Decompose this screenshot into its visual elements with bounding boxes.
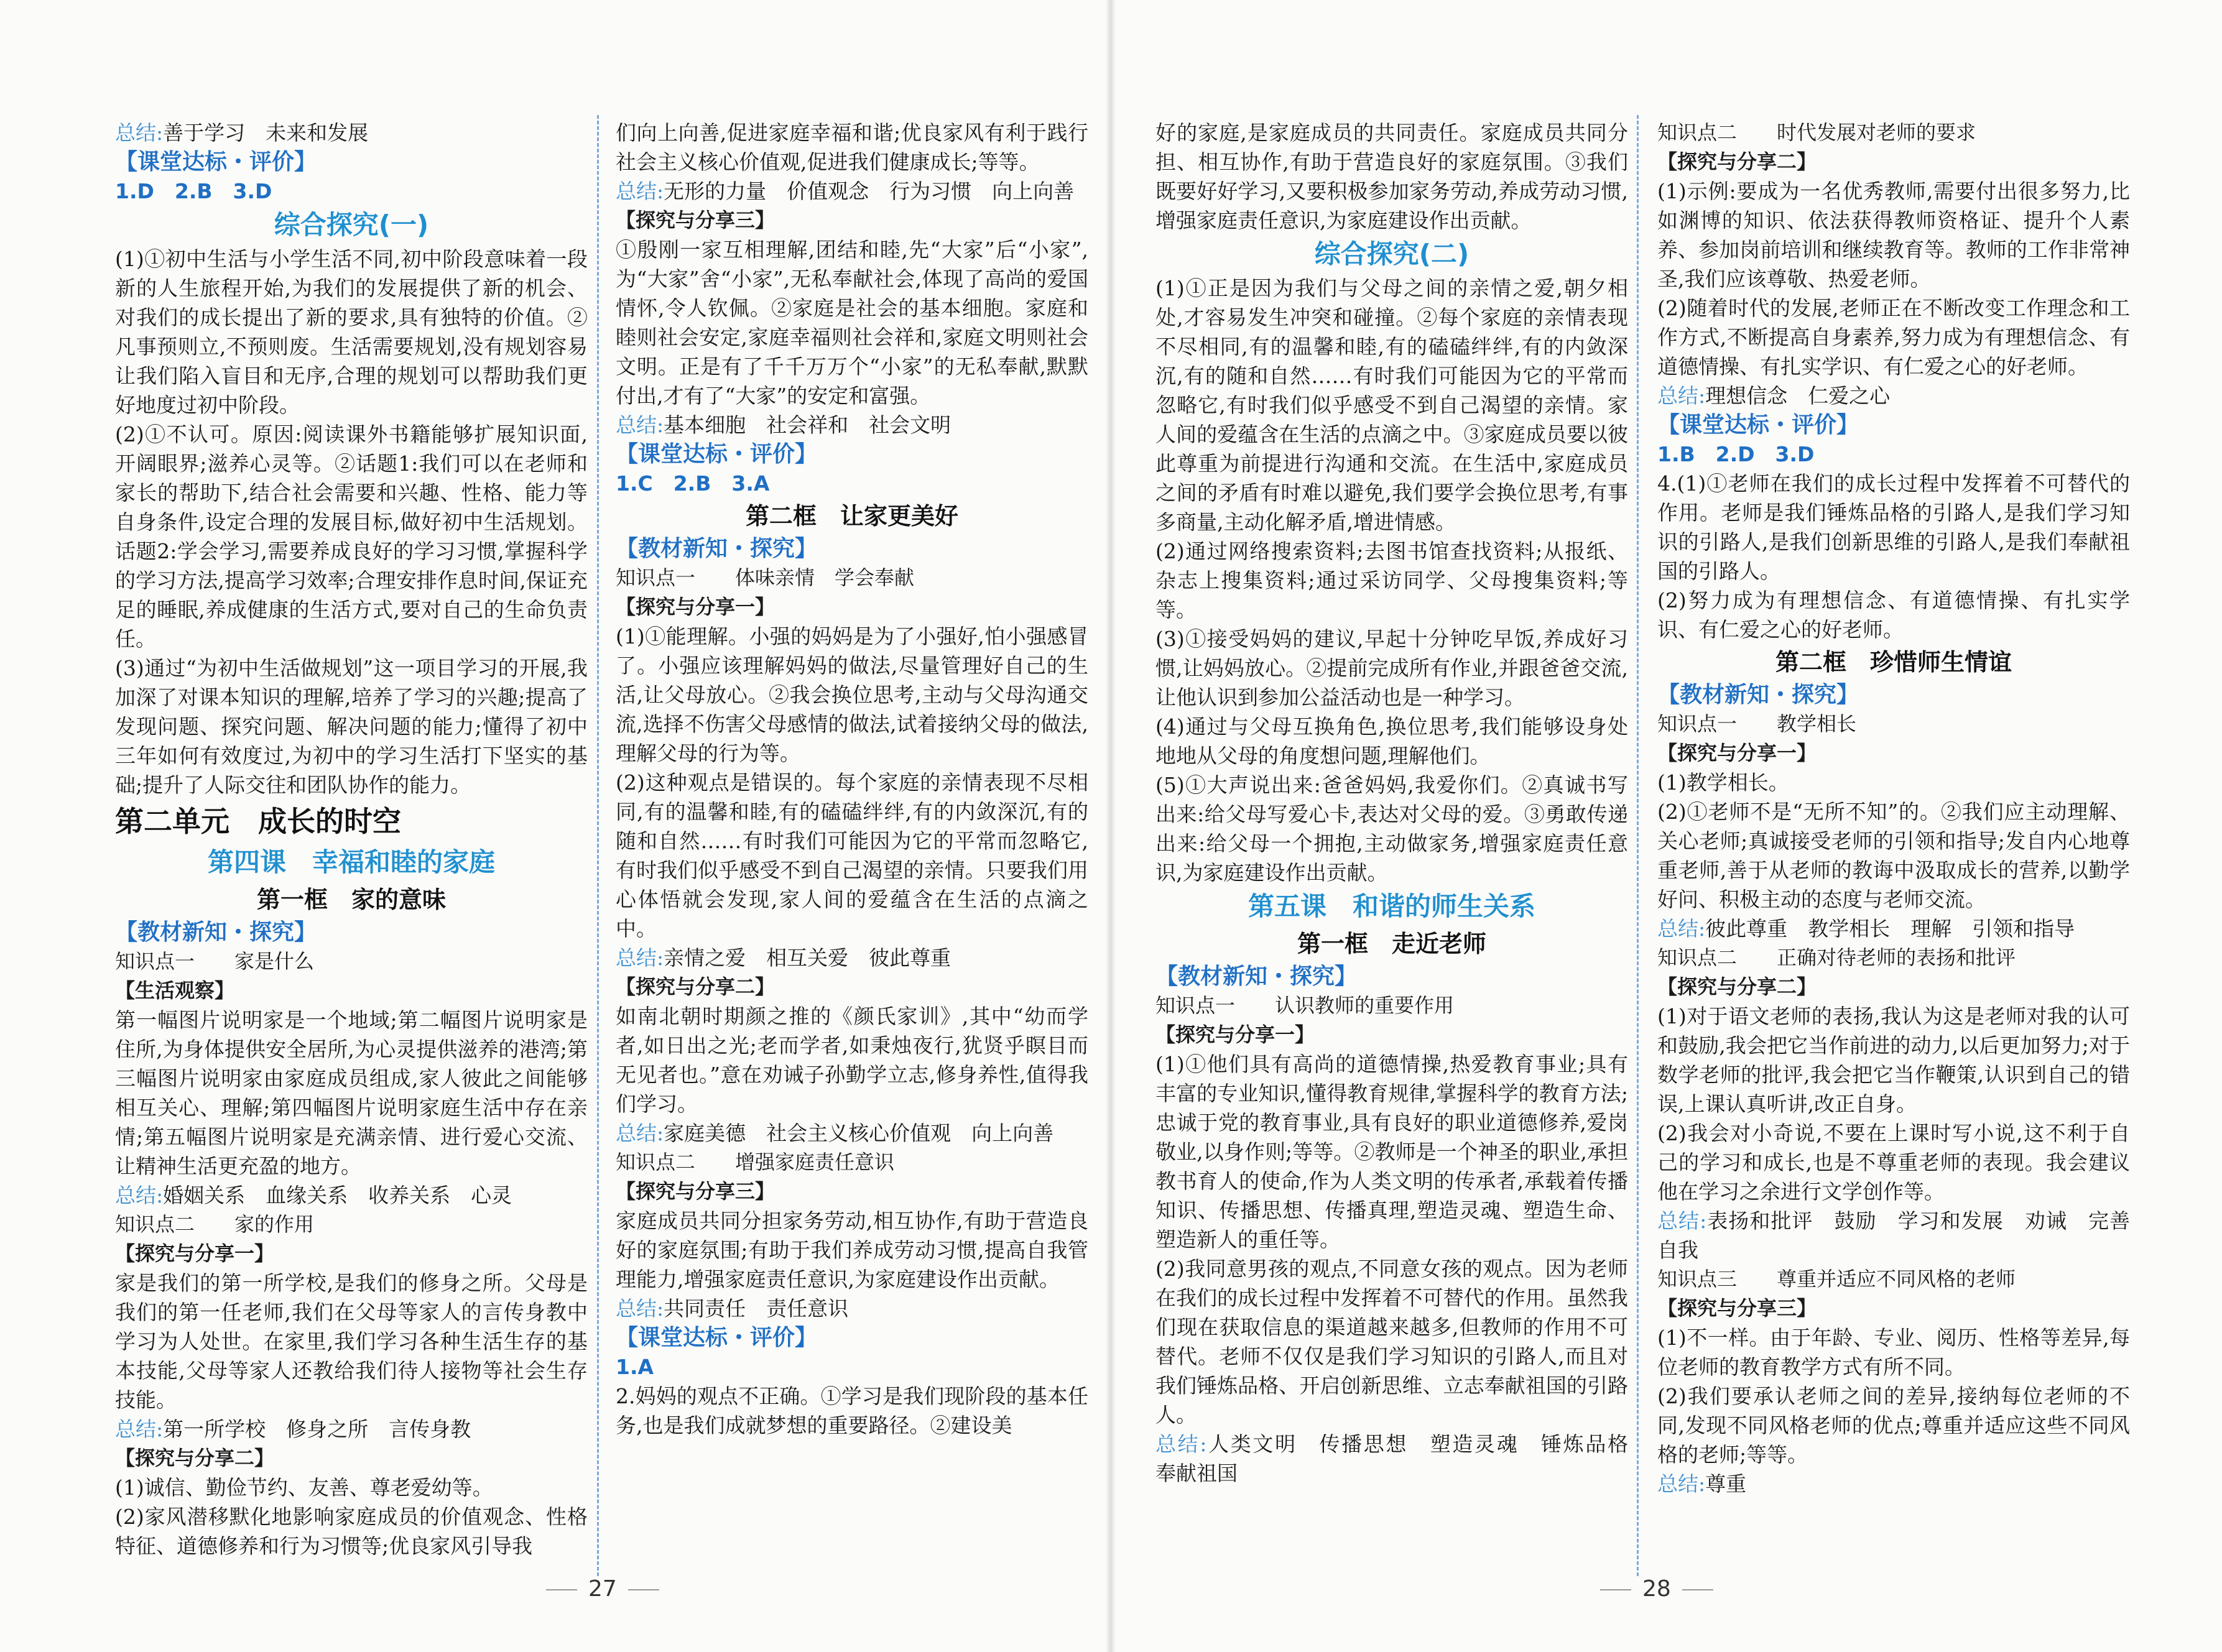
lesson-title: 综合探究(一) xyxy=(274,210,429,240)
answer-paragraph: 家庭成员共同分担家务劳动,相互协作,有助于营造良好的家庭氛围;有助于我们养成劳动习惯,提高自我管理能力,增强家庭责任意识,为家庭建设作出贡献。 xyxy=(616,1209,1088,1291)
answer-paragraph: (1)①正是因为我们与父母之间的亲情之爱,朝夕相处,才容易发生冲突和碰撞。②每个家庭的亲情表现不尽相同,有的温馨和睦,有的磕磕绊绊,有的内敛深沉,有的随和自然……有时我们可能因为它的平常而忽略它,有时我们似乎感受不到自己渴望的亲情。家人间的爱蕴含在生活的点滴之中。③家庭成员要以彼此尊重为前提进行沟通和交流。在生活中,家庭成员之间的矛盾有时难以避免,我们要学会换位思考,有事多商量,主动化解矛盾,增进情感。 xyxy=(1155,276,1628,534)
column-3 xyxy=(1155,118,1649,1579)
exploration-heading: 【生活观察】 xyxy=(115,979,235,1002)
summary-label: 总结: xyxy=(616,413,664,437)
summary-line xyxy=(1657,381,2130,410)
knowledge-point: 知识点二 正确对待老师的表扬和批评 xyxy=(1657,946,2016,969)
answer-paragraph: (1)示例:要成为一名优秀教师,需要付出很多努力,比如渊博的知识、依法获得教师资格证、提升个人素养、参加岗前培训和继续教育等。教师的工作非常神圣,我们应该尊敬、热爱老师。 xyxy=(1657,179,2130,291)
answer-paragraph: (1)①能理解。小强的妈妈是为了小强好,怕小强感冒了。小强应该理解妈妈的做法,尽量管理好自己的生活,让父母放心。②我会换位思考,主动与父母沟通交流,选择不伤害父母感情的做法,试着接纳父母的做法,理解父母的行为等。 xyxy=(616,624,1088,765)
page-number-dash xyxy=(546,1589,577,1590)
section-heading: 【课堂达标・评价】 xyxy=(616,441,818,467)
lesson-title: 综合探究(二) xyxy=(1314,239,1470,269)
summary-label: 总结: xyxy=(115,121,164,145)
answer-paragraph: (3)①接受妈妈的建议,早起十分钟吃早饭,养成好习惯,让妈妈放心。②提前完成所有作业,并跟爸爸交流,让他认识到参加公益活动也是一种学习。 xyxy=(1155,627,1628,709)
column-divider-right xyxy=(1637,115,1639,1576)
summary-text: 第一所学校 修身之所 言传身教 xyxy=(163,1417,471,1441)
exploration-heading: 【探究与分享二】 xyxy=(1657,975,1817,999)
lesson-title: 第四课 幸福和睦的家庭 xyxy=(207,847,495,877)
unit-title: 第二单元 成长的时空 xyxy=(115,805,401,838)
summary-text: 人类文明 传播思想 塑造灵魂 锤炼品格 奉献祖国 xyxy=(1155,1432,1649,1485)
section-heading: 【课堂达标・评价】 xyxy=(115,149,317,175)
summary-line xyxy=(115,1414,588,1444)
section-heading: 【课堂达标・评价】 xyxy=(1657,412,1859,438)
exploration-heading: 【探究与分享三】 xyxy=(616,208,775,232)
summary-text: 共同责任 责任意识 xyxy=(664,1296,849,1321)
answer-paragraph: (3)通过“为初中生活做规划”这一项目学习的开展,我加深了对课本知识的理解,培养了学习的兴趣;提高了发现问题、探究问题、解决问题的能力;懂得了初中三年如何有效度过,为初中的学习生活打下坚实的基础;提升了人际交往和团队协作的能力。 xyxy=(115,656,588,797)
answer-paragraph: (5)①大声说出来:爸爸妈妈,我爱你们。②真诚书写出来:给父母写爱心卡,表达对父母的爱。③勇敢传递出来:给父母一个拥抱,主动做家务,增强家庭责任意识,为家庭建设作出贡献。 xyxy=(1155,773,1628,885)
summary-text: 无形的力量 价值观念 行为习惯 向上向善 xyxy=(664,179,1075,203)
summary-label: 总结: xyxy=(616,1296,664,1321)
summary-label: 总结: xyxy=(115,1417,164,1441)
section-heading: 【课堂达标・评价】 xyxy=(616,1325,818,1350)
summary-text: 表扬和批评 鼓励 学习和发展 劝诫 完善自我 xyxy=(1657,1209,2130,1262)
answer-paragraph: (1)教学相长。 xyxy=(1657,770,1789,795)
answer-paragraph: (1)诚信、勤俭节约、友善、尊老爱幼等。 xyxy=(115,1475,493,1500)
summary-text: 家庭美德 社会主义核心价值观 向上向善 xyxy=(664,1121,1054,1145)
column-4 xyxy=(1657,118,2130,1579)
answer-paragraph: 如南北朝时期颜之推的《颜氏家训》,其中“幼而学者,如日出之光;老而学者,如秉烛夜行,犹贤乎瞑目而无见者也。”意在劝诫子孙勤学立志,修身养性,值得我们学习。 xyxy=(616,1004,1088,1116)
answer-paragraph: (4)通过与父母互换角色,换位思考,我们能够设身处地地从父母的角度想问题,理解他们。 xyxy=(1155,714,1628,768)
column-1 xyxy=(115,118,588,1579)
answer-paragraph: ①殷刚一家互相理解,团结和睦,先“大家”后“小家”,为“大家”舍“小家”,无私奉献社会,体现了高尚的爱国情怀,令人钦佩。②家庭是社会的基本细胞。家庭和睦则社会安定,家庭幸福则社会祥和,家庭文明则社会文明。正是有了千千万万个“小家”的无私奉献,默默付出,才有了“大家”的安定和富强。 xyxy=(616,238,1088,408)
summary-text: 善于学习 未来和发展 xyxy=(163,121,369,145)
page-number-dash xyxy=(628,1589,659,1590)
frame-title: 第一框 家的意味 xyxy=(256,886,446,913)
frame-title: 第一框 走近老师 xyxy=(1297,930,1486,958)
summary-line xyxy=(616,177,1088,206)
summary-text: 理想信念 仁爱之心 xyxy=(1705,384,1891,408)
column-divider-left xyxy=(597,115,599,1576)
summary-text: 尊重 xyxy=(1705,1472,1747,1496)
answer-paragraph: (1)对于语文老师的表扬,我认为这是老师对我的认可和鼓励,我会把它当作前进的动力,以后更加努力;对于数学老师的批评,我会把它当作鞭策,认识到自己的错误,上课认真听讲,改正自身。 xyxy=(1657,1004,2130,1116)
answer-paragraph: (2)我同意男孩的观点,不同意女孩的观点。因为老师在我们的成长过程中发挥着不可替代的作用。虽然我们现在获取信息的渠道越来越多,但教师的作用不可替代。老师不仅仅是我们学习知识的引路人,而且对我们锤炼品格、开启创新思维、立志奉献祖国的引路人。 xyxy=(1155,1257,1628,1427)
summary-label: 总结: xyxy=(616,179,664,203)
section-heading: 【教材新知・探究】 xyxy=(1155,964,1358,989)
knowledge-point: 知识点一 教学相长 xyxy=(1657,712,1857,736)
frame-title: 第二框 珍惜师生情谊 xyxy=(1775,648,2012,676)
page-number-right xyxy=(1589,1576,1724,1602)
exploration-heading: 【探究与分享二】 xyxy=(1657,150,1817,173)
summary-line xyxy=(115,118,588,147)
page-number-text: 27 xyxy=(588,1576,617,1602)
knowledge-point: 知识点一 家是什么 xyxy=(115,949,315,973)
summary-text: 婚姻关系 血缘关系 收养关系 心灵 xyxy=(163,1183,512,1207)
exploration-heading: 【探究与分享一】 xyxy=(1155,1023,1315,1046)
exploration-heading: 【探究与分享二】 xyxy=(115,1446,275,1470)
answer-paragraph: (1)不一样。由于年龄、专业、阅历、性格等差异,每位老师的教育教学方式有所不同。 xyxy=(1657,1326,2130,1379)
exploration-heading: 【探究与分享一】 xyxy=(616,595,775,619)
section-heading: 【教材新知・探究】 xyxy=(616,536,818,561)
summary-text: 彼此尊重 教学相长 理解 引领和指导 xyxy=(1705,916,2075,941)
exploration-heading: 【探究与分享二】 xyxy=(616,975,775,999)
answer-paragraph: (2)家风潜移默化地影响家庭成员的价值观念、性格特征、道德修养和行为习惯等;优良家风引导我 xyxy=(115,1505,588,1558)
summary-line xyxy=(616,410,1088,440)
answer-paragraph: (2)①不认可。原因:阅读课外书籍能够扩展知识面,开阔眼界;滋养心灵等。②话题1:我们可以在老师和家长的帮助下,结合社会需要和兴趣、性格、能力等自身条件,设定合理的发展目标,做好初中生活规划。话题2:学会学习,需要养成良好的学习习惯,掌握科学的学习方法,提高学习效率;合理安排作息时间,保证充足的睡眠,养成健康的生活方式,要对自己的生命负责任。 xyxy=(115,422,588,651)
summary-line xyxy=(616,943,1088,972)
summary-label: 总结: xyxy=(1155,1432,1207,1456)
summary-line xyxy=(1155,1429,1649,1488)
summary-label: 总结: xyxy=(1657,1209,1707,1233)
knowledge-point: 知识点二 增强家庭责任意识 xyxy=(616,1150,895,1174)
summary-text: 亲情之爱 相互关爱 彼此尊重 xyxy=(664,946,951,970)
exploration-heading: 【探究与分享三】 xyxy=(1657,1296,1817,1320)
summary-label: 总结: xyxy=(616,946,664,970)
knowledge-point: 知识点二 时代发展对老师的要求 xyxy=(1657,121,1976,144)
answer-paragraph: (2)努力成为有理想信念、有道德情操、有扎实学识、有仁爱之心的好老师。 xyxy=(1657,588,2130,642)
answer-key: 1.D 2.B 3.D xyxy=(115,179,272,203)
exploration-heading: 【探究与分享一】 xyxy=(1657,741,1817,765)
summary-text: 基本细胞 社会祥和 社会文明 xyxy=(664,413,951,437)
answer-paragraph: (1)①他们具有高尚的道德情操,热爱教育事业;具有丰富的专业知识,懂得教育规律,掌握科学的教育方法;忠诚于党的教育事业,具有良好的职业道德修养,爱岗敬业,以身作则;等等。②教师是一个神圣的职业,承担教书育人的使命,作为人类文明的传承者,承载着传播知识、传播思想、传播真理,塑造灵魂、塑造生命、塑造新人的重任等。 xyxy=(1155,1052,1628,1252)
answer-paragraph: (1)①初中生活与小学生活不同,初中阶段意味着一段新的人生旅程开始,为我们的发展提供了新的机会、对我们的成长提出了新的要求,具有独特的价值。②凡事预则立,不预则废。生活需要规划,没有规划容易让我们陷入盲目和无序,合理的规划可以帮助我们更好地度过初中阶段。 xyxy=(115,247,588,417)
summary-label: 总结: xyxy=(616,1121,664,1145)
answer-paragraph: (2)通过网络搜索资料;去图书馆查找资料;从报纸、杂志上搜集资料;通过采访同学、父母搜集资料;等等。 xyxy=(1155,539,1628,622)
answer-paragraph: (2)①老师不是“无所不知”的。②我们应主动理解、关心老师;真诚接受老师的引领和指导;发自内心地尊重老师,善于从老师的教诲中汲取成长的营养,以勤学好问、积极主动的态度与老师交流。 xyxy=(1657,800,2130,911)
section-heading: 【教材新知・探究】 xyxy=(115,920,317,945)
answer-paragraph: (2)随着时代的发展,老师正在不断改变工作理念和工作方式,不断提高自身素养,努力成为有理想信念、有道德情操、有扎实学识、有仁爱之心的好老师。 xyxy=(1657,296,2130,379)
summary-label: 总结: xyxy=(1657,916,1706,941)
frame-title: 第二框 让家更美好 xyxy=(745,502,958,530)
answer-paragraph: 4.(1)①老师在我们的成长过程中发挥着不可替代的作用。老师是我们锤炼品格的引路人,是我们学习知识的引路人,是我们创新思维的引路人,是我们奉献祖国的引路人。 xyxy=(1657,471,2130,583)
summary-line xyxy=(115,1181,588,1210)
summary-line xyxy=(616,1119,1088,1148)
column-2 xyxy=(616,118,1088,1579)
knowledge-point: 知识点一 体味亲情 学会奉献 xyxy=(616,566,915,589)
answer-paragraph: 们向上向善,促进家庭幸福和谐;优良家风有利于践行社会主义核心价值观,促进我们健康成长;等等。 xyxy=(616,121,1088,174)
answer-key: 1.B 2.D 3.D xyxy=(1657,442,1815,466)
summary-line xyxy=(1657,1469,2130,1498)
answer-paragraph: 第一幅图片说明家是一个地域;第二幅图片说明家是住所,为身体提供安全居所,为心灵提供滋养的港湾;第三幅图片说明家由家庭成员组成,家人彼此之间能够相互关心、理解;第四幅图片说明家庭生活中存在亲情;第五幅图片说明家是充满亲情、进行爱心交流、让精神生活更充盈的地方。 xyxy=(115,1008,588,1178)
knowledge-point: 知识点一 认识教师的重要作用 xyxy=(1155,994,1455,1017)
book-gutter xyxy=(1106,0,1116,1652)
summary-label: 总结: xyxy=(115,1183,164,1207)
answer-paragraph: 家是我们的第一所学校,是我们的修身之所。父母是我们的第一任老师,我们在父母等家人的言传身教中学习为人处世。在家里,我们学习各种生活生存的基本技能,父母等家人还教给我们待人接物等社会生存技能。 xyxy=(115,1271,588,1412)
summary-line xyxy=(1657,914,2130,943)
answer-paragraph: (2)这种观点是错误的。每个家庭的亲情表现不尽相同,有的温馨和睦,有的磕磕绊绊,有的内敛深沉,有的随和自然……有时我们可能因为它的平常而忽略它,有时我们似乎感受不到自己渴望的亲情。只要我们用心体悟就会发现,家人间的爱蕴含在生活的点滴之中。 xyxy=(616,770,1088,941)
summary-line xyxy=(1657,1206,2130,1265)
page-number-dash xyxy=(1682,1589,1713,1590)
summary-line xyxy=(616,1294,1088,1323)
exploration-heading: 【探究与分享三】 xyxy=(616,1179,775,1203)
answer-paragraph: 好的家庭,是家庭成员的共同责任。家庭成员共同分担、相互协作,有助于营造良好的家庭氛围。③我们既要好好学习,又要积极参加家务劳动,养成劳动习惯,增强家庭责任意识,为家庭建设作出贡献。 xyxy=(1155,121,1628,233)
lesson-title: 第五课 和谐的师生关系 xyxy=(1248,891,1535,921)
knowledge-point: 知识点二 家的作用 xyxy=(115,1212,315,1236)
answer-key: 1.A xyxy=(616,1355,654,1379)
page-number-left xyxy=(535,1576,670,1602)
answer-key: 1.C 2.B 3.A xyxy=(616,471,770,496)
page-number-dash xyxy=(1600,1589,1631,1590)
summary-label: 总结: xyxy=(1657,1472,1706,1496)
knowledge-point: 知识点三 尊重并适应不同风格的老师 xyxy=(1657,1267,2016,1291)
summary-label: 总结: xyxy=(1657,384,1706,408)
answer-paragraph: (2)我会对小奇说,不要在上课时写小说,这不利于自己的学习和成长,也是不尊重老师的表现。我会建议他在学习之余进行文学创作等。 xyxy=(1657,1121,2130,1204)
answer-paragraph: 2.妈妈的观点不正确。①学习是我们现阶段的基本任务,也是我们成就梦想的重要路径。②建设美 xyxy=(616,1384,1088,1437)
answer-paragraph: (2)我们要承认老师之间的差异,接纳每位老师的不同,发现不同风格老师的优点;尊重并适应这些不同风格的老师;等等。 xyxy=(1657,1384,2130,1467)
page-number-text: 28 xyxy=(1642,1576,1671,1602)
section-heading: 【教材新知・探究】 xyxy=(1657,682,1859,708)
exploration-heading: 【探究与分享一】 xyxy=(115,1242,275,1265)
